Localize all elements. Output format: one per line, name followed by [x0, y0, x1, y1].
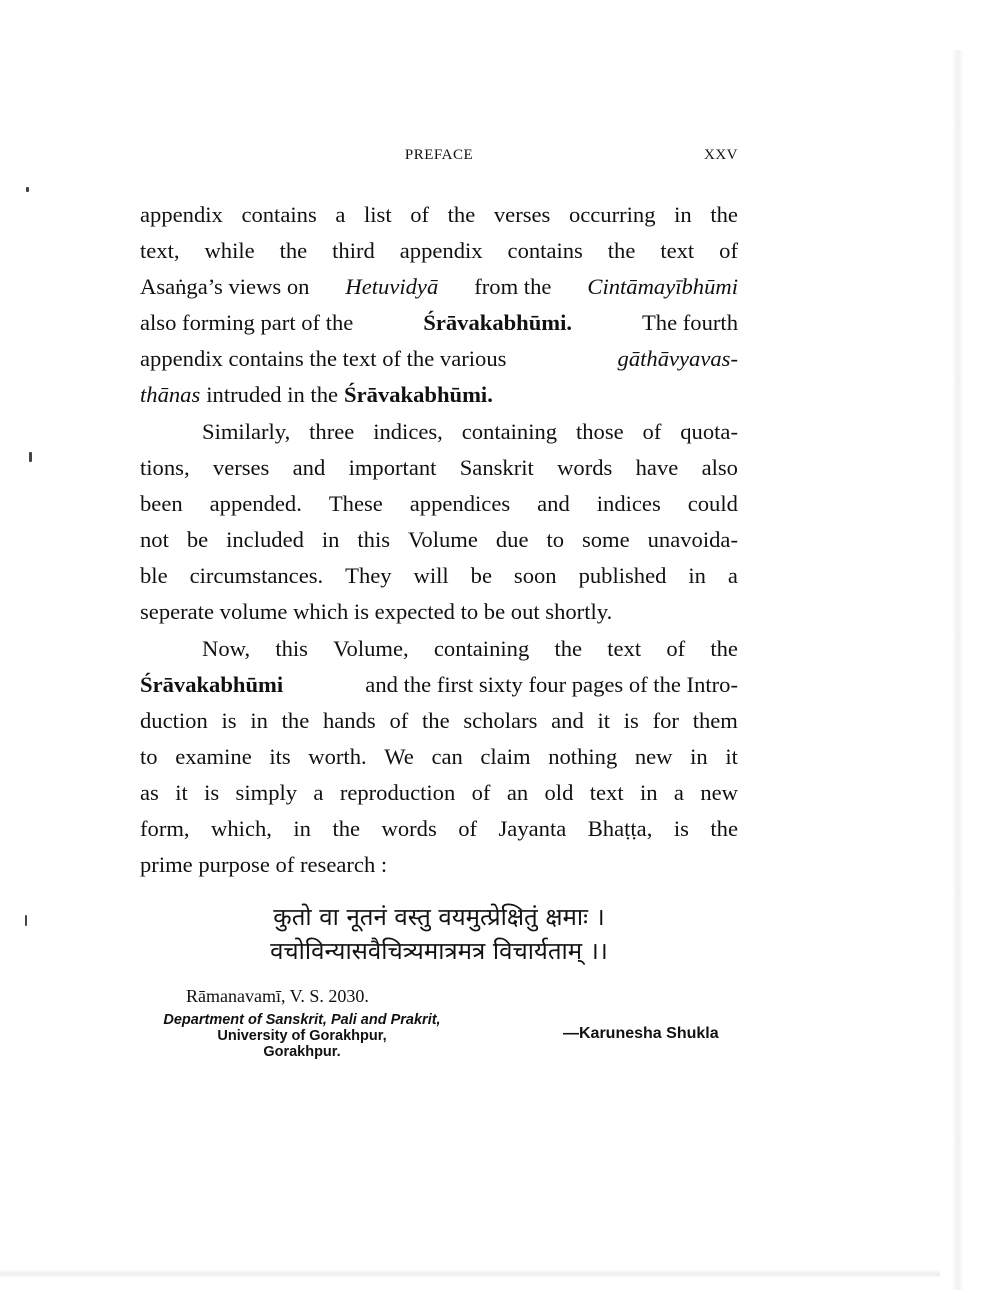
text-line: Similarly, three indices, containing those of quota- — [202, 419, 738, 444]
text-line: as it is simply a reproduction of an old text in a new — [140, 780, 738, 805]
scan-speck — [26, 187, 29, 192]
text-line: appendix contains the text of the various gāthāvyavas- — [140, 341, 738, 377]
italic-term: Cintāmayībhūmi — [587, 274, 738, 299]
paragraph-3 — [140, 631, 738, 883]
sanskrit-verse — [140, 900, 738, 968]
text-line: not be included in this Volume due to some unavoida- — [140, 527, 738, 552]
affiliation-block — [132, 1012, 472, 1060]
page-edge-shadow-bottom — [0, 1270, 940, 1278]
scan-speck — [29, 452, 32, 462]
text-line: appendix contains a list of the verses occurring in the — [140, 202, 738, 227]
verse-line: वचोविन्यासवैचित्र्यमात्रमत्र विचार्यताम् ।। — [270, 937, 608, 965]
bold-term: Śrāvakabhūmi. — [344, 382, 493, 407]
text-line: text, while the third appendix contains the text of — [140, 238, 738, 263]
page-edge-shadow-right — [952, 50, 964, 1290]
bold-term: Śrāvakabhūmi. — [423, 310, 573, 335]
signoff-date: Rāmanavamī, V. S. 2030. — [186, 986, 369, 1006]
italic-term: thānas — [140, 382, 201, 407]
author-name: —Karunesha Shukla — [563, 1025, 719, 1042]
page-number: XXV — [704, 147, 738, 163]
text-line: form, which, in the words of Jayanta Bhaṭṭa, is the — [140, 816, 738, 841]
text-line: Now, this Volume, containing the text of the — [202, 636, 738, 661]
paragraph-2 — [140, 414, 738, 630]
text-line: thānas intruded in the Śrāvakabhūmi. — [140, 377, 738, 413]
text-line: ble circumstances. They will be soon published in a — [140, 563, 738, 588]
running-head — [140, 147, 738, 167]
university: University of Gorakhpur, — [217, 1028, 387, 1044]
city: Gorakhpur. — [263, 1044, 341, 1060]
bold-term: Śrāvakabhūmi — [140, 672, 284, 697]
italic-term: gāthāvyavas- — [617, 346, 738, 371]
department: Department of Sanskrit, Pali and Prakrit, — [163, 1012, 441, 1028]
verse-line: कुतो वा नूतनं वस्तु वयमुत्प्रेक्षितुं क्षमाः । — [273, 903, 605, 931]
scan-speck — [25, 915, 27, 926]
text-line: to examine its worth. We can claim nothing new in it — [140, 744, 738, 769]
text-line: tions, verses and important Sanskrit words have also — [140, 455, 738, 480]
text-line: also forming part of the Śrāvakabhūmi. The fourth — [140, 305, 738, 341]
running-title: PREFACE — [404, 147, 474, 163]
text-line: Asaṅga’s views on Hetuvidyā from the Cintāmayībhūmi — [140, 269, 738, 305]
text-line: prime purpose of research : — [140, 852, 388, 877]
italic-term: Hetuvidyā — [345, 274, 439, 299]
text-line: Śrāvakabhūmi and the first sixty four pages of the Intro- — [140, 667, 738, 703]
paragraph-1 — [140, 197, 738, 413]
text-line: duction is in the hands of the scholars and it is for them — [140, 708, 738, 733]
text-line: been appended. These appendices and indices could — [140, 491, 738, 516]
text-line: seperate volume which is expected to be out shortly. — [140, 599, 613, 624]
